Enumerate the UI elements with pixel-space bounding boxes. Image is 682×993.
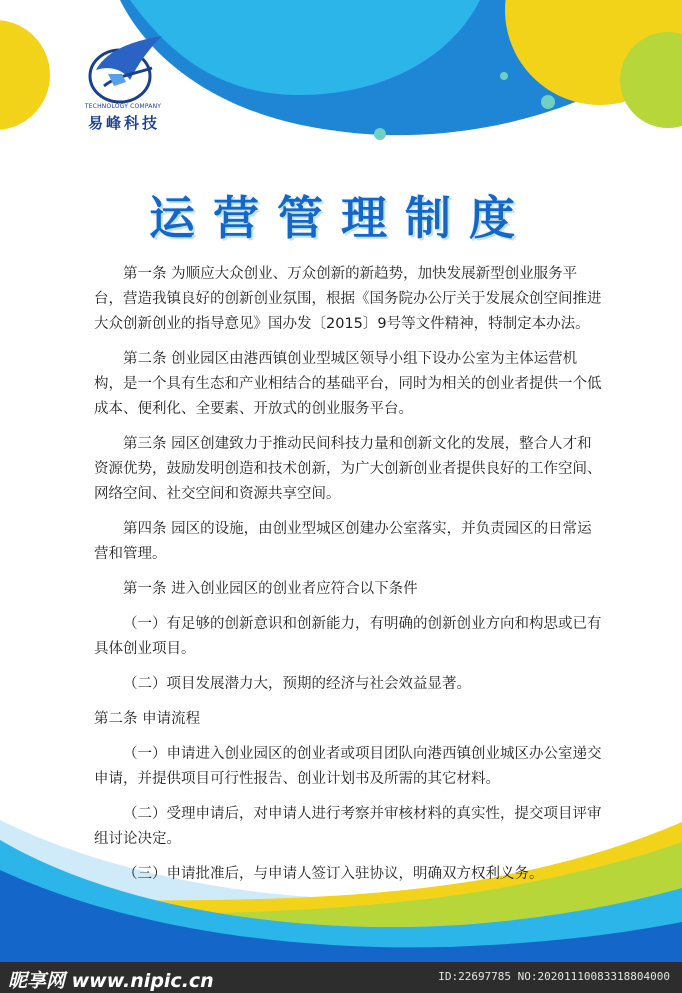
deco-dot-2 — [374, 128, 386, 140]
logo-english-text: TECHNOLOGY COMPANY — [84, 103, 162, 110]
deco-dot-1 — [541, 95, 555, 109]
paragraph-2: 第二条 创业园区由港西镇创业型城区领导小组下设办公室为主体运营机构，是一个具有生态和产业相结合的基础平台，同时为相关的创业者提供一个低成本、便利化、全要素、开放式的创业服务平台。 — [94, 351, 602, 417]
paragraph-5: 第一条 进入创业园区的创业者应符合以下条件 — [123, 581, 418, 597]
paragraph-6: （一）有足够的创新意识和创新能力，有明确的创新创业方向和构思或已有具体创业项目。 — [94, 616, 602, 657]
paragraph-10: （二）受理申请后，对申请人进行考察并审核材料的真实性，提交项目评审组讨论决定。 — [94, 806, 602, 847]
page-title: 运营管理制度 — [149, 191, 533, 245]
deco-dot-3 — [500, 72, 508, 80]
watermark-site: 昵享网 www.nipic.cn — [8, 970, 214, 992]
paragraph-8: 第二条 申请流程 — [94, 711, 201, 727]
paragraph-9: （一）申请进入创业园区的创业者或项目团队向港西镇创业城区办公室递交申请，并提供项目可行性报告、创业计划书及所需的其它材料。 — [94, 746, 602, 787]
deco-circle-yellow-left — [0, 20, 50, 130]
paragraph-7: （二）项目发展潜力大，预期的经济与社会效益显著。 — [123, 676, 471, 692]
watermark-id: ID:22697785 NO:20201110083318804000 — [438, 970, 670, 983]
paragraph-4: 第四条 园区的设施，由创业型城区创建办公室落实，并负责园区的日常运营和管理。 — [94, 521, 592, 562]
logo-chinese-text: 易峰科技 — [87, 114, 160, 132]
document-body — [94, 262, 604, 897]
paragraph-3: 第三条 园区创建致力于推动民间科技力量和创新文化的发展，整合人才和资源优势，鼓励发明创造和技术创新，为广大创新创业者提供良好的工作空间、网络空间、社交空间和资源共享空间。 — [94, 436, 602, 502]
paragraph-1: 第一条 为顺应大众创业、万众创新的新趋势，加快发展新型创业服务平台，营造我镇良好的创新创业氛围，根据《国务院办公厅关于发展众创空间推进大众创新创业的指导意见》国办发〔2015〕9号等文件精神，特制定本办法。 — [94, 266, 602, 332]
paragraph-11: （三）申请批准后，与申请人签订入驻协议，明确双方权利义务。 — [123, 866, 544, 882]
